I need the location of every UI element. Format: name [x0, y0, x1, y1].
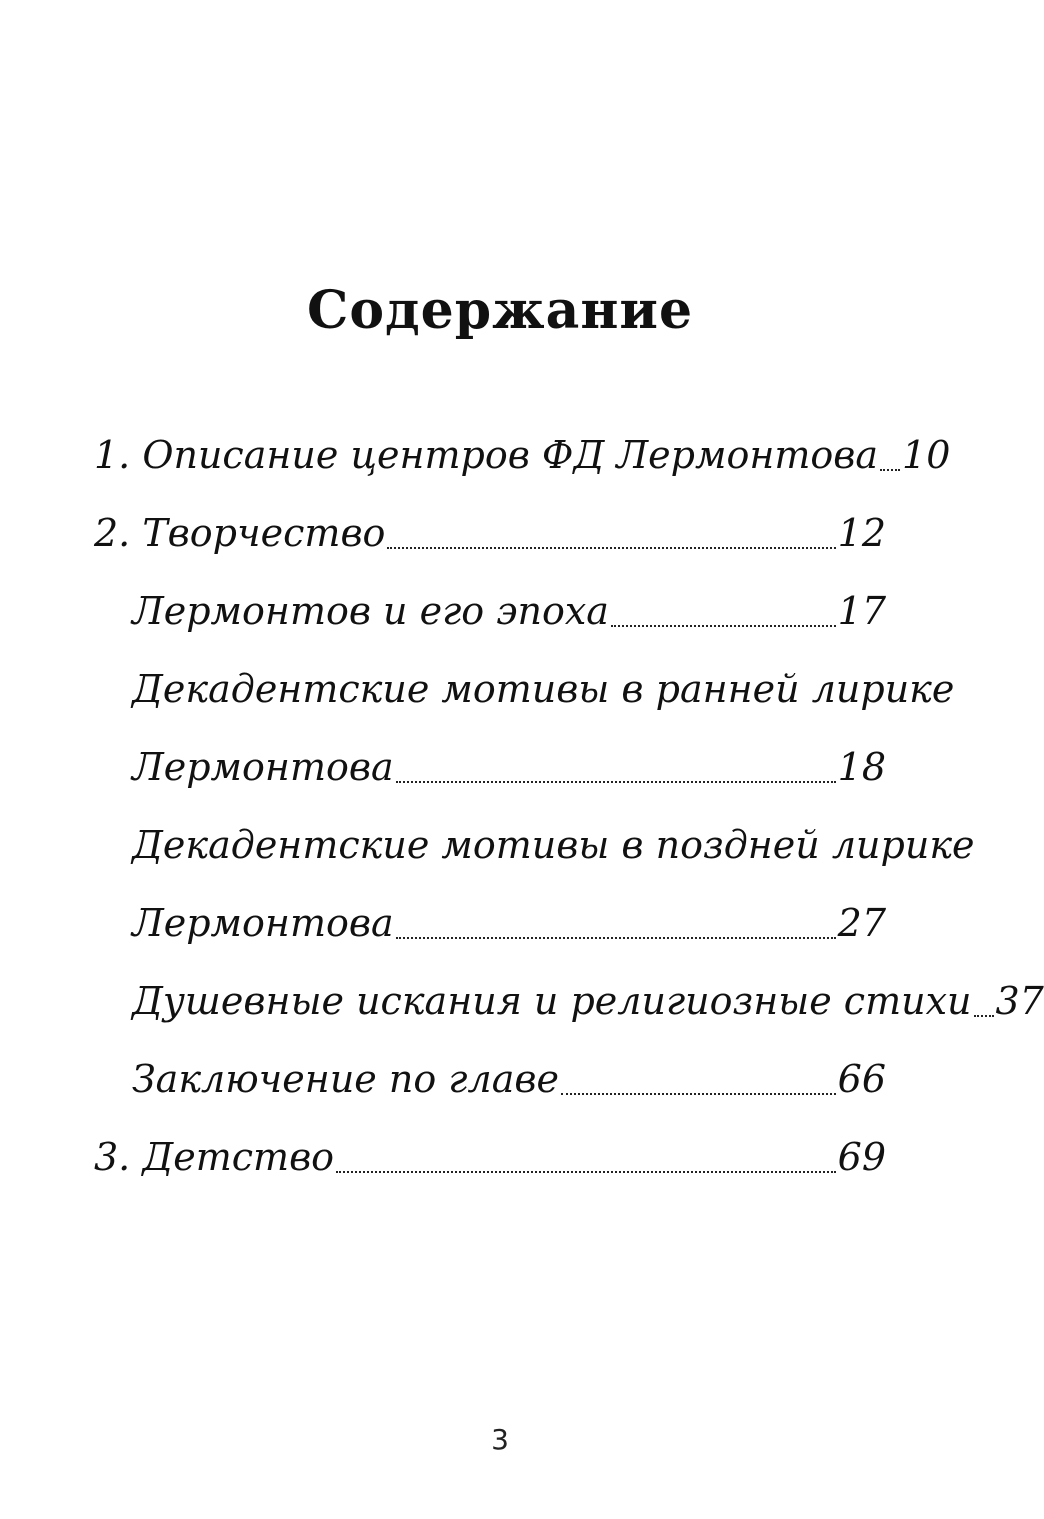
dot-leader [336, 1171, 836, 1173]
toc-entry-label: 2. Творчество [94, 511, 386, 555]
toc-entry-page: 66 [837, 1057, 886, 1101]
toc-entry-label: Душевные искания и религиозные стихи [132, 979, 972, 1023]
toc-entry-label: Декадентские мотивы в ранней лирике [132, 667, 955, 711]
dot-leader [396, 781, 836, 783]
toc-entry-label: Лермонтов и его эпоха [132, 589, 609, 633]
page-number: 3 [491, 1423, 509, 1456]
toc-entry-page: 12 [837, 511, 886, 555]
toc-entry-label: Лермонтова [132, 745, 394, 789]
toc-entry-page: 10 [902, 433, 951, 477]
toc-entry-page: 69 [837, 1135, 886, 1179]
toc-entry-label: 3. Детство [94, 1135, 335, 1179]
toc-entry [132, 971, 1044, 1031]
dot-leader [974, 1015, 994, 1017]
dot-leader [611, 625, 836, 627]
toc-entry-label: 1. Описание центров ФД Лермонтова [94, 433, 879, 477]
toc-entry-page: 18 [837, 745, 886, 789]
toc-entry [132, 893, 886, 953]
toc-entry-label: Заключение по главе [132, 1057, 559, 1101]
page-title: Содержание [306, 280, 694, 341]
toc-entry [132, 737, 886, 797]
dot-leader [880, 469, 900, 471]
toc-entry [94, 503, 886, 563]
toc-entry-page: 37 [995, 979, 1044, 1023]
dot-leader [396, 937, 836, 939]
toc-entry [132, 659, 955, 719]
dot-leader [387, 547, 835, 549]
toc-entry [94, 1127, 886, 1187]
toc-entry-label: Лермонтова [132, 901, 394, 945]
toc-entry [132, 1049, 886, 1109]
toc-entry-label: Декадентские мотивы в поздней лирике [132, 823, 975, 867]
toc-entry [94, 425, 951, 485]
dot-leader [561, 1093, 836, 1095]
toc-entry [132, 815, 975, 875]
toc-entry-page: 27 [837, 901, 886, 945]
toc-entry-page: 17 [837, 589, 886, 633]
toc-entry [132, 581, 886, 641]
